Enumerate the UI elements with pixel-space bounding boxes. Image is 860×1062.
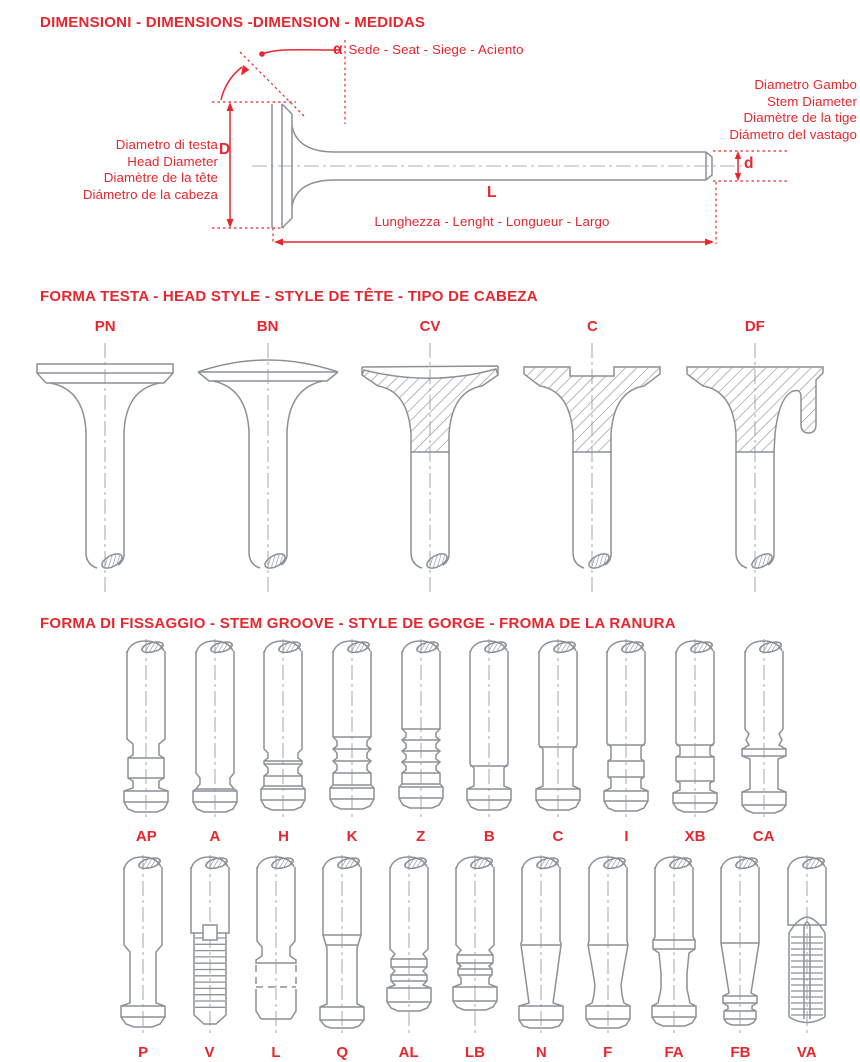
label-line: Diamètre de la tige xyxy=(743,110,857,126)
head-style-code: PN xyxy=(94,318,116,335)
stem-groove-item-VA xyxy=(774,855,840,1062)
stem-groove-code: AP xyxy=(135,828,157,845)
stem-groove-drawing-XB xyxy=(663,639,727,821)
stem-groove-code: F xyxy=(603,1044,613,1061)
stem-groove-drawing-VA xyxy=(775,855,839,1037)
head-style-code: DF xyxy=(744,318,765,335)
head-style-drawing-BN xyxy=(193,340,343,598)
stem-groove-code: FB xyxy=(730,1044,751,1061)
stem-groove-code: B xyxy=(483,828,495,845)
stem-groove-code: N xyxy=(535,1044,547,1061)
head-style-item-BN xyxy=(186,318,348,603)
stem-groove-code: CA xyxy=(752,828,775,845)
label-line: Diamètre de la tête xyxy=(103,170,218,186)
stem-groove-code: K xyxy=(346,828,358,845)
stem-groove-code: Z xyxy=(416,828,426,845)
label-line: Diametro di testa xyxy=(115,137,218,152)
stem-groove-row-2 xyxy=(110,855,840,1062)
stem-groove-drawing-Q xyxy=(310,855,374,1037)
stem-groove-code: AL xyxy=(398,1044,419,1061)
head-style-item-DF xyxy=(674,318,836,603)
stem-groove-item-N xyxy=(508,855,574,1062)
stem-groove-item-L xyxy=(243,855,309,1062)
stem-groove-drawing-F xyxy=(576,855,640,1037)
stem-groove-drawing-AP xyxy=(114,639,178,821)
stem-groove-drawing-Z xyxy=(389,639,453,821)
alpha-leader xyxy=(262,50,340,54)
stem-groove-code: A xyxy=(209,828,221,845)
stem-groove-drawing-V xyxy=(178,855,242,1037)
stem-groove-row-1 xyxy=(112,639,798,846)
head-diameter-label xyxy=(28,137,218,203)
stem-groove-code: L xyxy=(271,1044,281,1061)
stem-diameter-label xyxy=(729,77,857,143)
stem-groove-code: LB xyxy=(464,1044,485,1061)
stem-groove-item-H xyxy=(249,639,318,846)
stem-groove-item-F xyxy=(575,855,641,1062)
head-style-code: BN xyxy=(256,318,279,335)
valve-dimension-figure xyxy=(0,32,860,254)
seat-label: Sede - Seat - Siege - Acìento xyxy=(348,42,524,57)
head-style-drawing-PN xyxy=(30,340,180,598)
stem-groove-item-XB xyxy=(661,639,730,846)
stem-groove-code: V xyxy=(204,1044,215,1061)
stem-groove-item-FB xyxy=(707,855,773,1062)
stem-groove-drawing-K xyxy=(320,639,384,821)
seat-angle-label xyxy=(333,41,524,59)
stem-groove-drawing-FA xyxy=(642,855,706,1037)
stem-groove-code: P xyxy=(138,1044,149,1061)
head-style-item-CV xyxy=(349,318,511,603)
stem-groove-item-AP xyxy=(112,639,181,846)
stem-groove-item-LB xyxy=(442,855,508,1062)
stem-groove-code: Q xyxy=(336,1044,349,1061)
angle-arc-arrow xyxy=(221,67,242,100)
stem-groove-drawing-C xyxy=(526,639,590,821)
head-style-item-C xyxy=(511,318,673,603)
head-style-drawing-DF xyxy=(680,340,830,598)
label-line: Stem Diameter xyxy=(767,93,857,109)
stem-groove-drawing-B xyxy=(457,639,521,821)
alpha-symbol: α xyxy=(333,41,343,58)
stem-groove-code: H xyxy=(278,828,289,845)
stem-groove-code: XB xyxy=(684,828,706,845)
stem-groove-code: I xyxy=(624,828,629,845)
stem-groove-item-A xyxy=(181,639,250,846)
stem-groove-item-CA xyxy=(729,639,798,846)
stem-groove-item-V xyxy=(176,855,242,1062)
stem-groove-item-FA xyxy=(641,855,707,1062)
stem-groove-item-Q xyxy=(309,855,375,1062)
label-line: Diametro Gambo xyxy=(754,77,857,92)
dimensions-title: DIMENSIONI - DIMENSIONS -DIMENSION - MEDIDAS xyxy=(40,14,426,31)
length-label: Lunghezza - Lenght - Longueur - Largo xyxy=(374,214,610,229)
stem-groove-code: VA xyxy=(796,1044,817,1061)
letter-L: L xyxy=(487,184,497,201)
head-style-code: CV xyxy=(419,318,441,335)
head-style-title: FORMA TESTA - HEAD STYLE - STYLE DE TÊTE - TIPO DE CABEZA xyxy=(40,288,538,305)
letter-d: d xyxy=(744,155,754,172)
stem-groove-drawing-H xyxy=(251,639,315,821)
label-line: Diámetro de la cabeza xyxy=(82,186,218,202)
stem-groove-drawing-LB xyxy=(443,855,507,1037)
stem-groove-code: FA xyxy=(664,1044,684,1061)
head-style-code: C xyxy=(587,318,598,335)
stem-groove-drawing-CA xyxy=(732,639,796,821)
stem-groove-drawing-P xyxy=(111,855,175,1037)
stem-groove-code: C xyxy=(552,828,564,845)
stem-groove-item-B xyxy=(455,639,524,846)
letter-D: D xyxy=(219,141,231,158)
stem-groove-drawing-FB xyxy=(708,855,772,1037)
stem-groove-drawing-N xyxy=(509,855,573,1037)
stem-groove-item-AL xyxy=(375,855,441,1062)
label-line: Diámetro del vastago xyxy=(729,126,857,142)
stem-groove-drawing-A xyxy=(183,639,247,821)
stem-groove-item-Z xyxy=(386,639,455,846)
stem-groove-drawing-AL xyxy=(377,855,441,1037)
stem-groove-item-I xyxy=(592,639,661,846)
head-style-item-PN xyxy=(24,318,186,603)
stem-groove-item-K xyxy=(318,639,387,846)
head-style-row xyxy=(24,318,836,603)
label-line: Head Diameter xyxy=(127,153,218,169)
stem-groove-drawing-I xyxy=(594,639,658,821)
head-style-drawing-CV xyxy=(355,340,505,598)
stem-groove-item-P xyxy=(110,855,176,1062)
stem-groove-item-C xyxy=(524,639,593,846)
head-style-drawing-C xyxy=(517,340,667,598)
stem-groove-drawing-L xyxy=(244,855,308,1037)
stem-groove-title: FORMA DI FISSAGGIO - STEM GROOVE - STYLE DE GORGE - FROMA DE LA RANURA xyxy=(40,615,676,632)
